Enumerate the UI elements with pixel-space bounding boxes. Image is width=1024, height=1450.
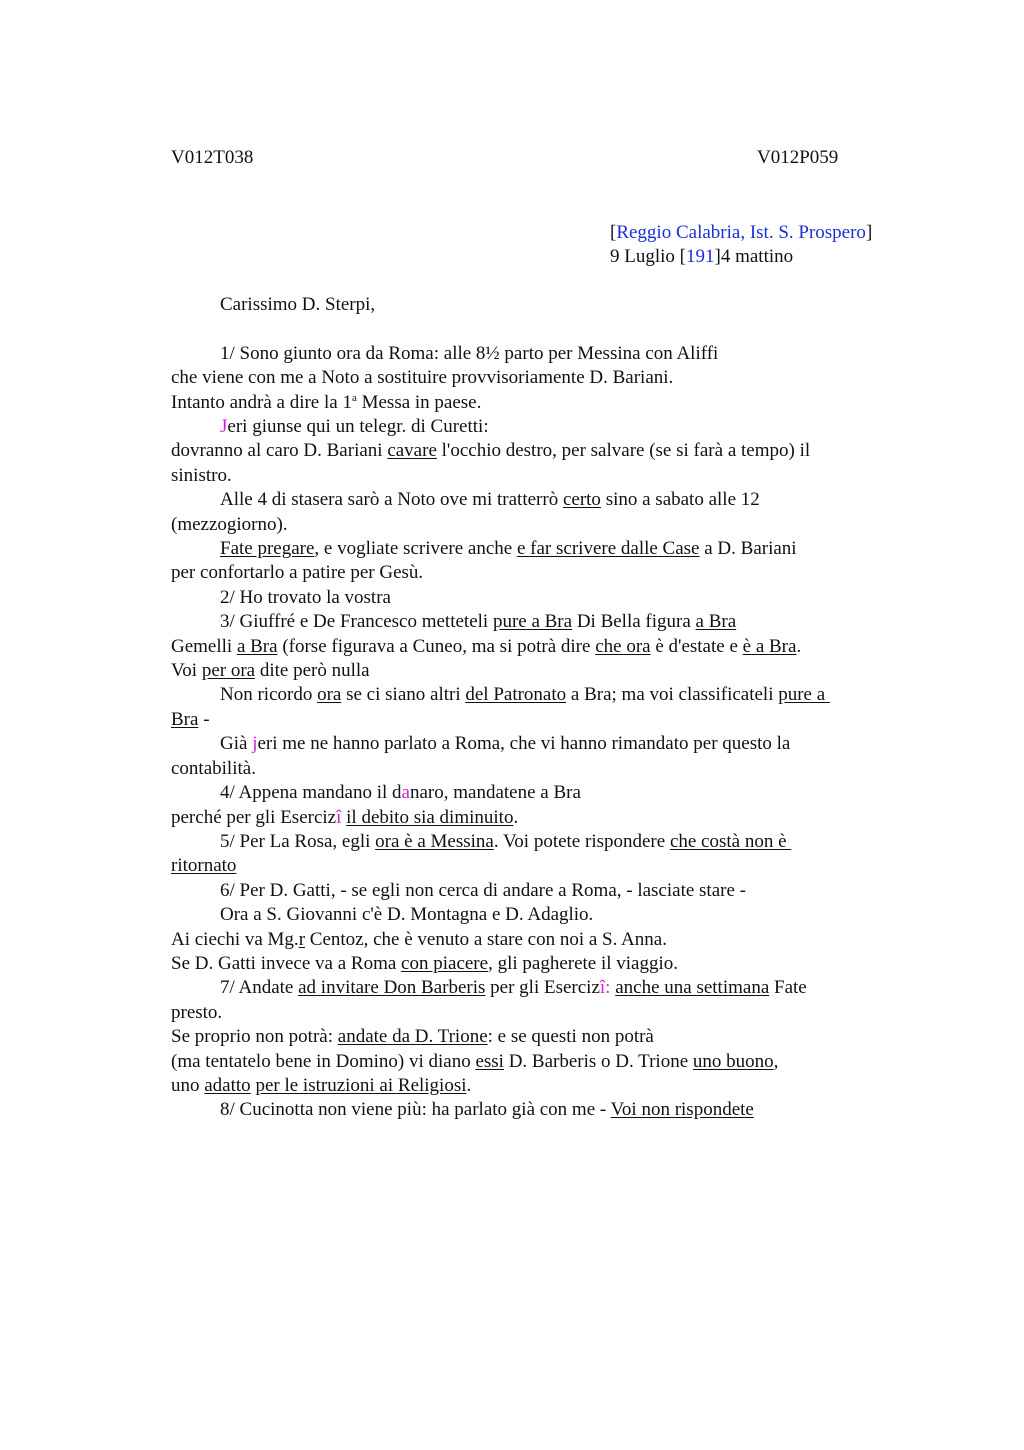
- text-line: [171, 732, 891, 756]
- text-line: [171, 806, 891, 830]
- text-line: [171, 537, 891, 561]
- underlined-text: Voi non rispondete: [610, 1099, 754, 1121]
- text-line: [171, 635, 891, 659]
- text-span: .: [466, 1074, 472, 1096]
- underlined-text: certo: [562, 489, 601, 511]
- text-line: [171, 928, 891, 952]
- text-line: presto.: [171, 1001, 223, 1023]
- text-span: Gemelli: [171, 635, 237, 657]
- text-span: a Bra; ma voi classificateli: [566, 684, 779, 706]
- text-line: Ora a S. Giovanni c'è D. Montagna e D. Adaglio.: [220, 904, 594, 926]
- text-span: se ci siano altri: [341, 684, 466, 706]
- text-line: 2/ Ho trovato la vostra: [220, 586, 391, 608]
- text-line: che viene con me a Noto a sostituire provvisoriamente D. Bariani.: [171, 367, 674, 389]
- text-span: Se D. Gatti invece va a Roma: [171, 952, 402, 974]
- text-span: è d'estate e: [650, 635, 743, 657]
- letter-body: [171, 293, 891, 1123]
- underlined-text: pure a: [778, 684, 830, 706]
- text-line: [171, 976, 891, 1000]
- text-line: [171, 1098, 891, 1122]
- text-span: eri me ne hanno parlato a Roma, che vi hanno rimandato per questo la: [257, 733, 791, 755]
- date-prefix: 9 Luglio: [610, 246, 680, 268]
- superscript: a: [351, 391, 357, 404]
- text-span: uno: [171, 1074, 205, 1096]
- text-span: Messa in paese.: [356, 391, 482, 413]
- text-line: contabilità.: [171, 757, 256, 779]
- text-line: [171, 1074, 891, 1098]
- text-span: Centoz, che è venuto a stare con noi a S. Anna.: [305, 928, 667, 950]
- text-line: [171, 659, 891, 683]
- text-span: Non ricordo: [220, 684, 318, 706]
- correction-mark: J: [220, 416, 228, 438]
- underlined-text: Fate pregare: [220, 538, 315, 560]
- underlined-text: ora è a Messina: [375, 830, 494, 852]
- text-span: Intanto andrà a dire la 1: [171, 391, 352, 413]
- year-hint: 191: [686, 246, 715, 268]
- underlined-text: a Bra: [695, 611, 737, 633]
- text-span: Se proprio non potrà:: [171, 1026, 338, 1048]
- text-span: naro, mandatene a Bra: [409, 782, 581, 804]
- underlined-text: ritornato: [171, 855, 237, 877]
- correction-mark: î:: [599, 977, 611, 999]
- underlined-text: ora: [317, 684, 342, 706]
- text-span: , gli pagherete il viaggio.: [488, 952, 679, 974]
- underlined-text: il debito sia diminuito: [346, 806, 514, 828]
- text-span: Alle 4 di stasera sarò a Noto ove mi tratterrò: [220, 489, 563, 511]
- text-line: [171, 610, 891, 634]
- text-line: per confortarlo a patire per Gesù.: [171, 562, 424, 584]
- text-span: (ma tentatelo bene in Domino) vi diano: [171, 1050, 476, 1072]
- underlined-text: uno buono: [692, 1050, 774, 1072]
- underlined-text: con piacere: [401, 952, 489, 974]
- place-date-block: [610, 221, 872, 270]
- text-span: dite però nulla: [255, 660, 370, 682]
- underlined-text: a Bra: [236, 635, 278, 657]
- underlined-text: adatto: [204, 1074, 251, 1096]
- place-name: Reggio Calabria, Ist. S. Prospero: [616, 222, 866, 243]
- place-line: [Reggio Calabria, Ist. S. Prospero]: [610, 222, 873, 243]
- text-line: [171, 830, 891, 854]
- underlined-text: r: [298, 928, 306, 950]
- correction-mark: a: [401, 782, 410, 804]
- text-span: dovranno al caro D. Bariani: [171, 440, 388, 462]
- text-line: [171, 488, 891, 512]
- text-span: Ai ciechi va Mg.: [171, 928, 299, 950]
- underlined-text: essi: [475, 1050, 504, 1072]
- text-span: 3/ Giuffré e De Francesco metteteli: [220, 611, 493, 633]
- text-span: 7/ Andate: [220, 977, 299, 999]
- text-span: per gli Eserciz: [485, 977, 600, 999]
- text-span: ,: [773, 1050, 779, 1072]
- text-span: : e se questi non potrà: [487, 1026, 654, 1048]
- text-line: (mezzogiorno).: [171, 513, 288, 535]
- underlined-text: del Patronato: [465, 684, 567, 706]
- date-suffix: 4 mattino: [720, 246, 794, 268]
- underlined-text: che costà non è: [669, 830, 792, 852]
- underlined-text: è a Bra: [742, 635, 797, 657]
- text-line: [171, 1025, 891, 1049]
- text-span: . Voi potete rispondere: [493, 830, 670, 852]
- document-code-right: V012P059: [757, 147, 839, 168]
- underlined-text: per le istruzioni ai Religiosi: [255, 1074, 467, 1096]
- text-line: [171, 952, 891, 976]
- text-line: sinistro.: [171, 464, 232, 486]
- underlined-text: e far scrivere dalle Case: [516, 538, 700, 560]
- text-span: l'occhio destro, per salvare (se si farà a tempo) il: [436, 440, 811, 462]
- text-line: [171, 1050, 891, 1074]
- text-span: 5/ Per La Rosa, egli: [220, 830, 376, 852]
- salutation: Carissimo D. Sterpi,: [220, 294, 376, 315]
- correction-mark: î: [336, 806, 342, 828]
- text-span: -: [198, 708, 210, 730]
- text-line: [171, 391, 891, 415]
- text-line: [171, 854, 891, 878]
- underlined-text: anche una settimana: [615, 977, 770, 999]
- text-span: Di Bella figura: [572, 611, 696, 633]
- text-span: perché per gli Eserciz: [171, 806, 337, 828]
- text-line: [171, 439, 891, 463]
- underlined-text: che ora: [595, 635, 651, 657]
- underlined-text: cavare: [387, 440, 437, 462]
- document-code-left: V012T038: [171, 147, 254, 168]
- underlined-text: pure a Bra: [492, 611, 573, 633]
- underlined-text: per ora: [201, 660, 256, 682]
- text-span: Voi: [171, 660, 202, 682]
- text-line: 1/ Sono giunto ora da Roma: alle 8½ parto per Messina con Aliffi: [220, 342, 719, 364]
- text-line: [171, 415, 891, 439]
- text-span: , e vogliate scrivere anche: [314, 538, 517, 560]
- text-span: sino a sabato alle 12: [600, 489, 760, 511]
- text-span: 4/ Appena mandano il d: [220, 782, 402, 804]
- correction-mark: j: [252, 733, 258, 755]
- text-span: D. Barberis o D. Trione: [503, 1050, 693, 1072]
- text-span: a D. Bariani: [699, 538, 797, 560]
- underlined-text: andate da D. Trione: [337, 1026, 488, 1048]
- text-span: 8/ Cucinotta non viene più: ha parlato già con me -: [220, 1099, 611, 1121]
- text-span: .: [513, 806, 519, 828]
- text-line: [171, 683, 891, 707]
- underlined-text: Bra: [171, 708, 199, 730]
- blank-line: [171, 317, 891, 341]
- date-line: 9 Luglio [191]4 mattino: [610, 246, 794, 268]
- text-line: 6/ Per D. Gatti, - se egli non cerca di andare a Roma, - lasciate stare -: [220, 879, 746, 901]
- text-span: eri giunse qui un telegr. di Curetti:: [227, 416, 489, 438]
- text-line: [171, 708, 891, 732]
- text-line: [171, 781, 891, 805]
- text-span: Fate: [769, 977, 807, 999]
- text-span: (forse figurava a Cuneo, ma si potrà dire: [277, 635, 596, 657]
- text-span: Già: [220, 733, 253, 755]
- text-span: .: [796, 635, 802, 657]
- underlined-text: ad invitare Don Barberis: [298, 977, 486, 999]
